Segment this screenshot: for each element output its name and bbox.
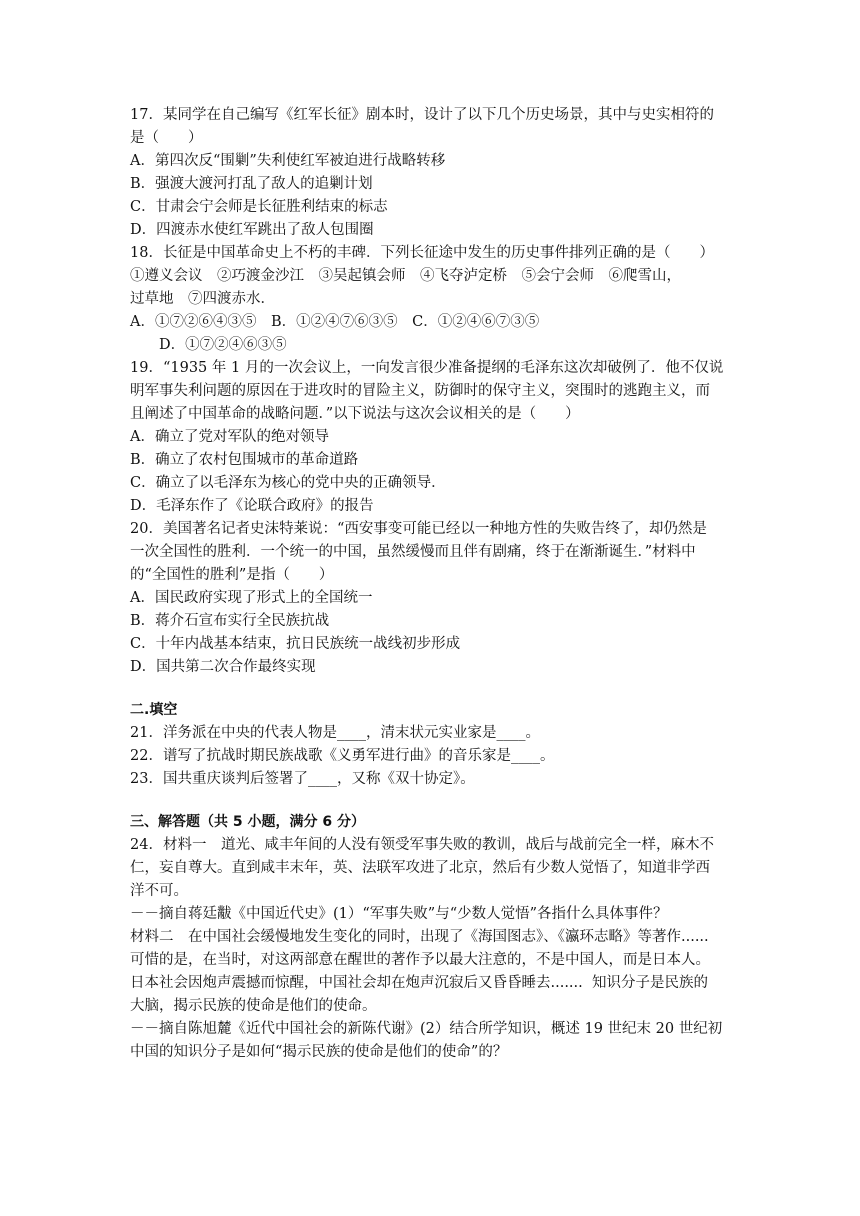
section-title: 二.填空 [130,702,178,718]
question-stem: 过草地 ⑦四渡赤水． [130,291,275,307]
question-stem: 明军事失利问题的原因在于进攻时的冒险主义，防御时的保守主义，突围时的逃跑主义，而 [130,383,710,399]
question-stem: 的“全国性的胜利”是指（ ） [130,567,334,583]
question-stem: 18．长征是中国革命史上不朽的丰碑．下列长征途中发生的历史事件排列正确的是（ ） [130,245,714,261]
option-a: A．国民政府实现了形式上的全国统一 [130,590,373,606]
question-stem: 一次全国性的胜利．一个统一的中国，虽然缓慢而且伴有剧痛，终于在渐渐诞生．”材料中 [130,544,696,560]
question-24-line: 材料二 在中国社会缓慢地发生变化的同时，出现了《海国图志》、《瀛环志略》等著作...... [130,929,709,945]
question-19 [130,357,730,518]
question-stem: 17．某同学在自己编写《红军长征》剧本时，设计了以下几个历史场景，其中与史实相符的 [130,107,714,123]
question-22: 22．谱写了抗战时期民族战歌《义勇军进行曲》的音乐家是____。 [130,748,555,764]
section-answer-questions [130,811,730,1064]
section-title: 三、解答题（共 5 小题，满分 6 分） [130,814,365,830]
option-d: D．①⑦②④⑥③⑤ [130,337,287,353]
question-stem: ①遵义会议 ②巧渡金沙江 ③吴起镇会师 ④飞夺泸定桥 ⑤会宁会师 ⑥爬雪山， [130,268,681,284]
option-d: D．国共第二次合作最终实现 [130,659,316,675]
option-a: A．确立了党对军队的绝对领导 [130,429,329,445]
question-24-line: 可惜的是，在当时，对这两部意在醒世的著作予以最大注意的，不是中国人，而是日本人。 [130,952,710,968]
question-stem: 是（ ） [130,130,203,146]
question-24-line: －－摘自蒋廷黻《中国近代史》(1）“军事失败”与“少数人觉悟”各指什么具体事件？ [130,906,668,922]
question-23: 23．国共重庆谈判后签署了____，又称《双十协定》。 [130,771,475,787]
question-17 [130,104,730,242]
option-c: C．十年内战基本结束，抗日民族统一战线初步形成 [130,636,461,652]
question-20 [130,518,730,679]
question-24-line: 中国的知识分子是如何“揭示民族的使命是他们的使命”的？ [130,1044,508,1060]
question-24-line: 仁，妄自尊大。直到咸丰末年，英、法联军攻进了北京，然后有少数人觉悟了，知道非学西 [130,860,710,876]
option-b: B．确立了农村包围城市的革命道路 [130,452,359,468]
section-fill-in-blank [130,699,730,791]
option-c: C．确立了以毛泽东为核心的党中央的正确领导． [130,475,446,491]
question-stem: 且阐述了中国革命的战略问题．”以下说法与这次会议相关的是（ ） [130,406,580,422]
question-24-line: 24．材料一 道光、咸丰年间的人没有领受军事失败的教训，战后与战前完全一样，麻木不 [130,837,714,853]
option-c: C．甘肃会宁会师是长征胜利结束的标志 [130,199,388,215]
question-24-line: 洋不可。 [130,883,188,899]
option-a: A．第四次反“围剿”失利使红军被迫进行战略转移 [130,153,446,169]
options-abc: A．①⑦②⑥④③⑤ B．①②④⑦⑥③⑤ C．①②④⑥⑦③⑤ [130,314,540,330]
question-stem: 20．美国著名记者史沫特莱说：“西安事变可能已经以一种地方性的失败告终了，却仍然是 [130,521,707,537]
option-d: D．毛泽东作了《论联合政府》的报告 [130,498,374,514]
exam-page [130,104,730,1064]
question-stem: 19．“1935 年 1 月的一次会议上，一向发言很少准备提纲的毛泽东这次却破例了．他不仅说 [130,360,724,376]
option-d: D．四渡赤水使红军跳出了敌人包围圈 [130,222,374,238]
question-24-line: 日本社会因炮声震撼而惊醒，中国社会却在炮声沉寂后又昏昏睡去....... 知识分子是民族的 [130,975,708,991]
question-24-line: －－摘自陈旭麓《近代中国社会的新陈代谢》(2）结合所学知识，概述 19 世纪末 20 世纪初 [130,1021,723,1037]
question-21: 21．洋务派在中央的代表人物是____，清末状元实业家是____。 [130,725,540,741]
option-b: B．强渡大渡河打乱了敌人的追剿计划 [130,176,373,192]
question-18 [130,242,730,357]
question-24-line: 大脑，揭示民族的使命是他们的使命。 [130,998,377,1014]
option-b: B．蒋介石宣布实行全民族抗战 [130,613,330,629]
